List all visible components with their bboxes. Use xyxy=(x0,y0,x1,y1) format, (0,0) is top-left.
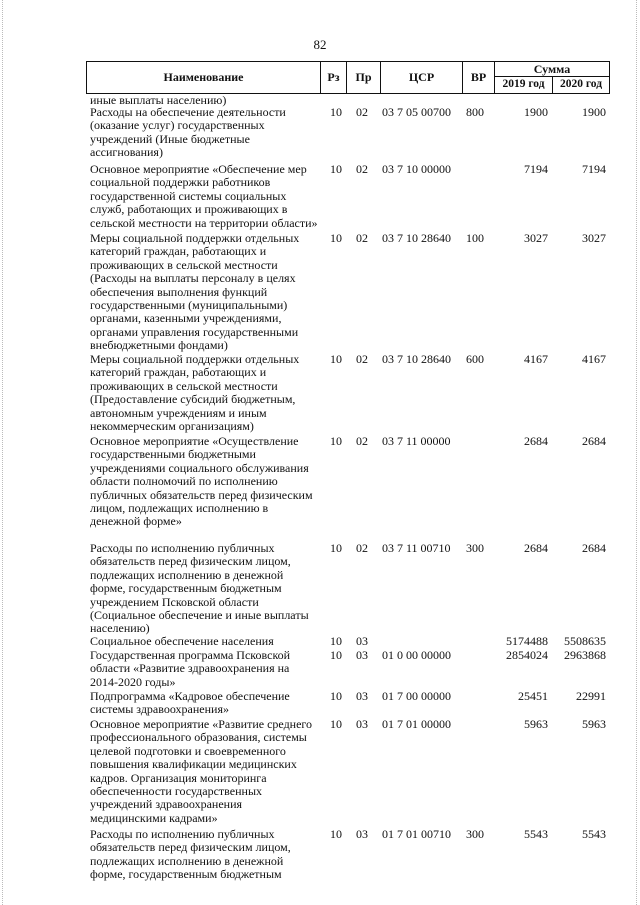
cell-rz: 10 xyxy=(330,434,342,448)
cell-pr: 03 xyxy=(356,648,368,662)
cell-csr: 01 0 00 00000 xyxy=(382,648,451,662)
row-name: Расходы по исполнению публичных обязательств перед физическим лицом, подлежащих исполнению в денежной форме, государственным бюджетным учреждением Псковской области (Социальное обеспечение и иные выплаты населению) xyxy=(90,541,309,636)
cell-vr: 300 xyxy=(466,827,484,841)
cell-pr: 02 xyxy=(356,541,368,555)
cell-sum-2020: 7194 xyxy=(582,162,606,176)
row-name: Основное мероприятие «Обеспечение мер социальной поддержки работников государственной системы социальных служб, работающих и проживающих в сельской местности на территории области» xyxy=(90,162,318,230)
table-row xyxy=(0,690,640,717)
cell-sum-2020: 22991 xyxy=(576,689,606,703)
cell-rz: 10 xyxy=(330,105,342,119)
cell-sum-2020: 1900 xyxy=(582,105,606,119)
header-2020: 2020 год xyxy=(559,78,603,90)
table-row xyxy=(0,635,640,648)
cell-pr: 02 xyxy=(356,231,368,245)
cell-sum-2019: 1900 xyxy=(524,105,548,119)
cell-sum-2019: 2684 xyxy=(524,434,548,448)
cell-sum-2020: 4167 xyxy=(582,352,606,366)
table-row xyxy=(0,106,640,160)
cell-csr: 03 7 10 00000 xyxy=(382,162,451,176)
header-vr: ВР xyxy=(463,62,495,93)
cell-csr: 03 7 11 00710 xyxy=(382,541,451,555)
cell-csr: 03 7 11 00000 xyxy=(382,434,451,448)
cell-sum-2020: 2684 xyxy=(582,541,606,555)
table-row xyxy=(0,163,640,230)
cell-csr: 03 7 05 00700 xyxy=(382,105,451,119)
cell-rz: 10 xyxy=(330,689,342,703)
cell-pr: 02 xyxy=(356,162,368,176)
cell-vr: 800 xyxy=(466,105,484,119)
cell-sum-2020: 5543 xyxy=(582,827,606,841)
cell-sum-2019: 2854024 xyxy=(506,648,548,662)
cell-sum-2019: 4167 xyxy=(524,352,548,366)
cell-sum-2019: 2684 xyxy=(524,541,548,555)
row-name: Подпрограмма «Кадровое обеспечение системы здравоохранения» xyxy=(90,689,290,717)
row-name: Основное мероприятие «Осуществление государственными бюджетными учреждениями социального обслуживания области полномочий по исполнению публичных обязательств перед физическим лицом, подлежащих исполнению в денежной форме» xyxy=(90,434,313,529)
cell-rz: 10 xyxy=(330,827,342,841)
cell-sum-2019: 25451 xyxy=(518,689,548,703)
cell-sum-2019: 5543 xyxy=(524,827,548,841)
cell-pr: 03 xyxy=(356,827,368,841)
header-csr: ЦСР xyxy=(381,62,463,93)
cell-rz: 10 xyxy=(330,162,342,176)
cell-sum-2020: 2963868 xyxy=(564,648,606,662)
cell-csr: 01 7 01 00710 xyxy=(382,827,451,841)
cell-sum-2019: 5174488 xyxy=(506,634,548,648)
cell-rz: 10 xyxy=(330,634,342,648)
cell-rz: 10 xyxy=(330,648,342,662)
row-name: Основное мероприятие «Развитие среднего профессионального образования, системы целевой подготовки и своевременного повышения квалификации медицинских кадров. Организация мониторинга обеспеченности государственных учреждений здравоохранения медицинскими кадрами» xyxy=(90,717,313,825)
cell-sum-2020: 3027 xyxy=(582,231,606,245)
header-sum: Сумма xyxy=(495,62,609,77)
cell-sum-2020: 5508635 xyxy=(564,634,606,648)
cell-csr: 03 7 10 28640 xyxy=(382,352,451,366)
cell-pr: 03 xyxy=(356,634,368,648)
cell-csr: 01 7 00 00000 xyxy=(382,689,451,703)
table-row xyxy=(0,353,640,433)
table-row xyxy=(0,649,640,689)
cell-vr: 300 xyxy=(466,541,484,555)
cell-sum-2019: 3027 xyxy=(524,231,548,245)
row-name: иные выплаты населению) xyxy=(90,93,227,107)
cell-vr: 600 xyxy=(466,352,484,366)
cell-rz: 10 xyxy=(330,541,342,555)
table-header xyxy=(86,61,610,94)
cell-pr: 02 xyxy=(356,434,368,448)
cell-csr: 03 7 10 28640 xyxy=(382,231,451,245)
row-name: Меры социальной поддержки отдельных категорий граждан, работающих и проживающих в сельской местности (Расходы на выплаты персоналу в целях обеспечения выполнения функций государственными (муниципальными) органами, казенными учреждениями, органами управления государственными внебюджетными фондами) xyxy=(90,231,300,353)
cell-sum-2019: 7194 xyxy=(524,162,548,176)
row-name: Государственная программа Псковской области «Развитие здравоохранения на 2014-2020 годы» xyxy=(90,648,291,689)
table-row xyxy=(0,542,640,636)
row-name: Расходы по исполнению публичных обязательств перед физическим лицом, подлежащих исполнению в денежной форме, государственным бюджетным xyxy=(90,827,291,882)
row-name: Расходы на обеспечение деятельности (оказание услуг) государственных учреждений (Иные бюджетные ассигнования) xyxy=(90,105,286,160)
cell-csr: 01 7 01 00000 xyxy=(382,717,451,731)
cell-sum-2020: 5963 xyxy=(582,717,606,731)
table-row xyxy=(0,435,640,529)
table-row xyxy=(0,718,640,825)
row-name: Социальное обеспечение населения xyxy=(90,634,274,648)
header-rz: Рз xyxy=(321,62,347,93)
header-name: Наименование xyxy=(87,62,321,93)
cell-rz: 10 xyxy=(330,717,342,731)
row-name: Меры социальной поддержки отдельных категорий граждан, работающих и проживающих в сельской местности (Предоставление субсидий бюджетным, автономным учреждениям и иным некоммерческим организациям) xyxy=(90,352,300,434)
table-row xyxy=(0,828,640,882)
cell-pr: 02 xyxy=(356,352,368,366)
table-row xyxy=(0,232,640,353)
cell-sum-2019: 5963 xyxy=(524,717,548,731)
header-pr: Пр xyxy=(347,62,381,93)
cell-rz: 10 xyxy=(330,231,342,245)
cell-pr: 03 xyxy=(356,689,368,703)
cell-sum-2020: 2684 xyxy=(582,434,606,448)
cell-vr: 100 xyxy=(466,231,484,245)
cell-rz: 10 xyxy=(330,352,342,366)
cell-pr: 03 xyxy=(356,717,368,731)
cell-pr: 02 xyxy=(356,105,368,119)
header-2019: 2019 год xyxy=(495,77,553,93)
page-number: 82 xyxy=(313,37,327,52)
